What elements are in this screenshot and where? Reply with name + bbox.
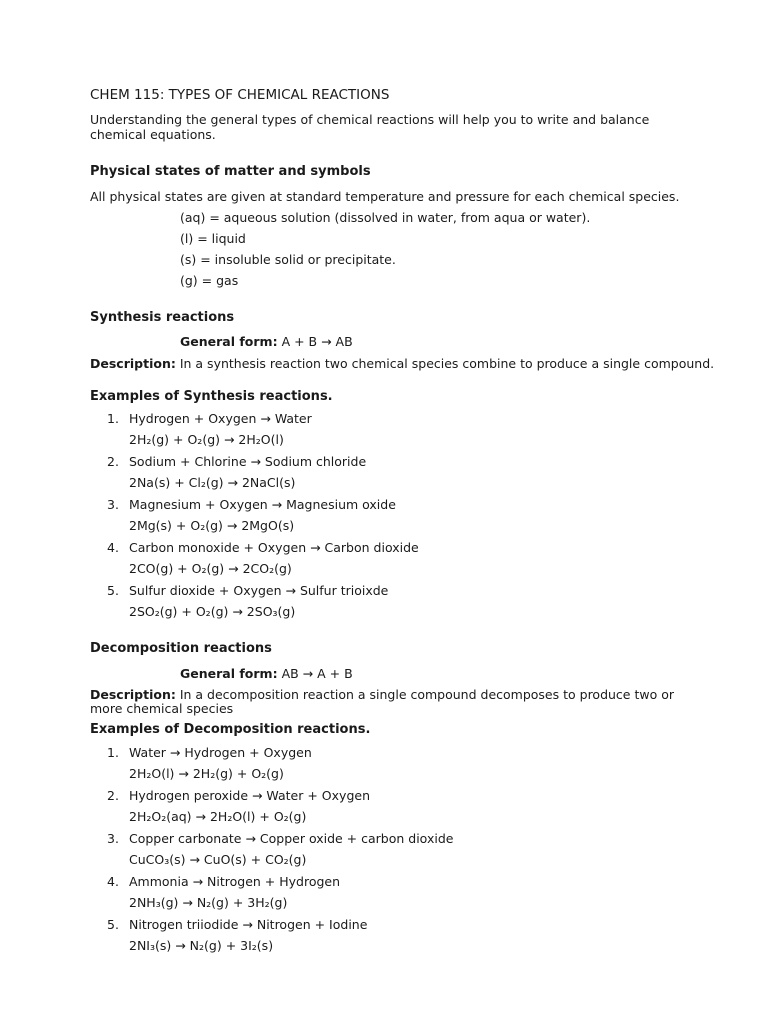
synthesis-examples-heading: Examples of Synthesis reactions. bbox=[90, 389, 333, 404]
description-label: Description: bbox=[90, 687, 176, 702]
description-text: In a synthesis reaction two chemical species combine to produce a single compound. bbox=[179, 356, 715, 371]
description-label: Description: bbox=[90, 356, 176, 371]
example-words: Carbon monoxide + Oxygen → Carbon dioxide bbox=[129, 540, 419, 555]
synthesis-general-form bbox=[180, 334, 353, 349]
example-words: Sodium + Chlorine → Sodium chloride bbox=[129, 454, 367, 469]
example-equation: 2H₂O(l) → 2H₂(g) + O₂(g) bbox=[129, 766, 284, 781]
example-equation: 2NH₃(g) → N₂(g) + 3H₂(g) bbox=[129, 895, 288, 910]
state-item: (aq) = aqueous solution (dissolved in water, from aqua or water). bbox=[180, 210, 591, 225]
example-words: Magnesium + Oxygen → Magnesium oxide bbox=[129, 497, 396, 512]
state-item: (s) = insoluble solid or precipitate. bbox=[180, 252, 396, 267]
list-number: 1. bbox=[107, 411, 119, 426]
example-equation: 2NI₃(s) → N₂(g) + 3I₂(s) bbox=[129, 938, 274, 953]
list-number: 5. bbox=[107, 583, 119, 598]
general-form-value: AB → A + B bbox=[281, 666, 353, 681]
list-number: 1. bbox=[107, 745, 119, 760]
page-title: CHEM 115: TYPES OF CHEMICAL REACTIONS bbox=[90, 87, 390, 103]
example-equation: 2H₂(g) + O₂(g) → 2H₂O(l) bbox=[129, 432, 284, 447]
example-equation: 2SO₂(g) + O₂(g) → 2SO₃(g) bbox=[129, 604, 296, 619]
example-words: Nitrogen triiodide → Nitrogen + Iodine bbox=[129, 917, 368, 932]
example-equation: 2CO(g) + O₂(g) → 2CO₂(g) bbox=[129, 561, 292, 576]
example-equation: 2H₂O₂(aq) → 2H₂O(l) + O₂(g) bbox=[129, 809, 307, 824]
example-words: Ammonia → Nitrogen + Hydrogen bbox=[129, 874, 341, 889]
states-text: All physical states are given at standard temperature and pressure for each chemical species. bbox=[90, 189, 680, 204]
list-number: 3. bbox=[107, 497, 119, 512]
state-item: (l) = liquid bbox=[180, 231, 246, 246]
states-heading: Physical states of matter and symbols bbox=[90, 164, 371, 179]
decomposition-heading: Decomposition reactions bbox=[90, 641, 272, 656]
state-item: (g) = gas bbox=[180, 273, 239, 288]
general-form-value: A + B → AB bbox=[281, 334, 353, 349]
decomposition-examples-heading: Examples of Decomposition reactions. bbox=[90, 722, 371, 737]
description-text: In a decomposition reaction a single compound decomposes to produce two or more chemical species bbox=[90, 687, 675, 716]
synthesis-heading: Synthesis reactions bbox=[90, 310, 235, 325]
list-number: 5. bbox=[107, 917, 119, 932]
example-equation: CuCO₃(s) → CuO(s) + CO₂(g) bbox=[129, 852, 307, 867]
example-words: Hydrogen + Oxygen → Water bbox=[129, 411, 312, 426]
general-form-label: General form: bbox=[180, 666, 278, 681]
list-number: 3. bbox=[107, 831, 119, 846]
list-number: 2. bbox=[107, 454, 119, 469]
example-words: Sulfur dioxide + Oxygen → Sulfur trioixde bbox=[129, 583, 389, 598]
list-number: 4. bbox=[107, 540, 119, 555]
example-words: Hydrogen peroxide → Water + Oxygen bbox=[129, 788, 370, 803]
example-equation: 2Na(s) + Cl₂(g) → 2NaCl(s) bbox=[129, 475, 296, 490]
decomposition-general-form bbox=[180, 666, 353, 681]
list-number: 4. bbox=[107, 874, 119, 889]
list-number: 2. bbox=[107, 788, 119, 803]
example-equation: 2Mg(s) + O₂(g) → 2MgO(s) bbox=[129, 518, 295, 533]
synthesis-description bbox=[90, 356, 714, 371]
intro-paragraph: Understanding the general types of chemical reactions will help you to write and balance chemical equations. bbox=[90, 112, 650, 142]
decomposition-description bbox=[90, 688, 700, 716]
example-words: Water → Hydrogen + Oxygen bbox=[129, 745, 312, 760]
example-words: Copper carbonate → Copper oxide + carbon dioxide bbox=[129, 831, 454, 846]
general-form-label: General form: bbox=[180, 334, 278, 349]
